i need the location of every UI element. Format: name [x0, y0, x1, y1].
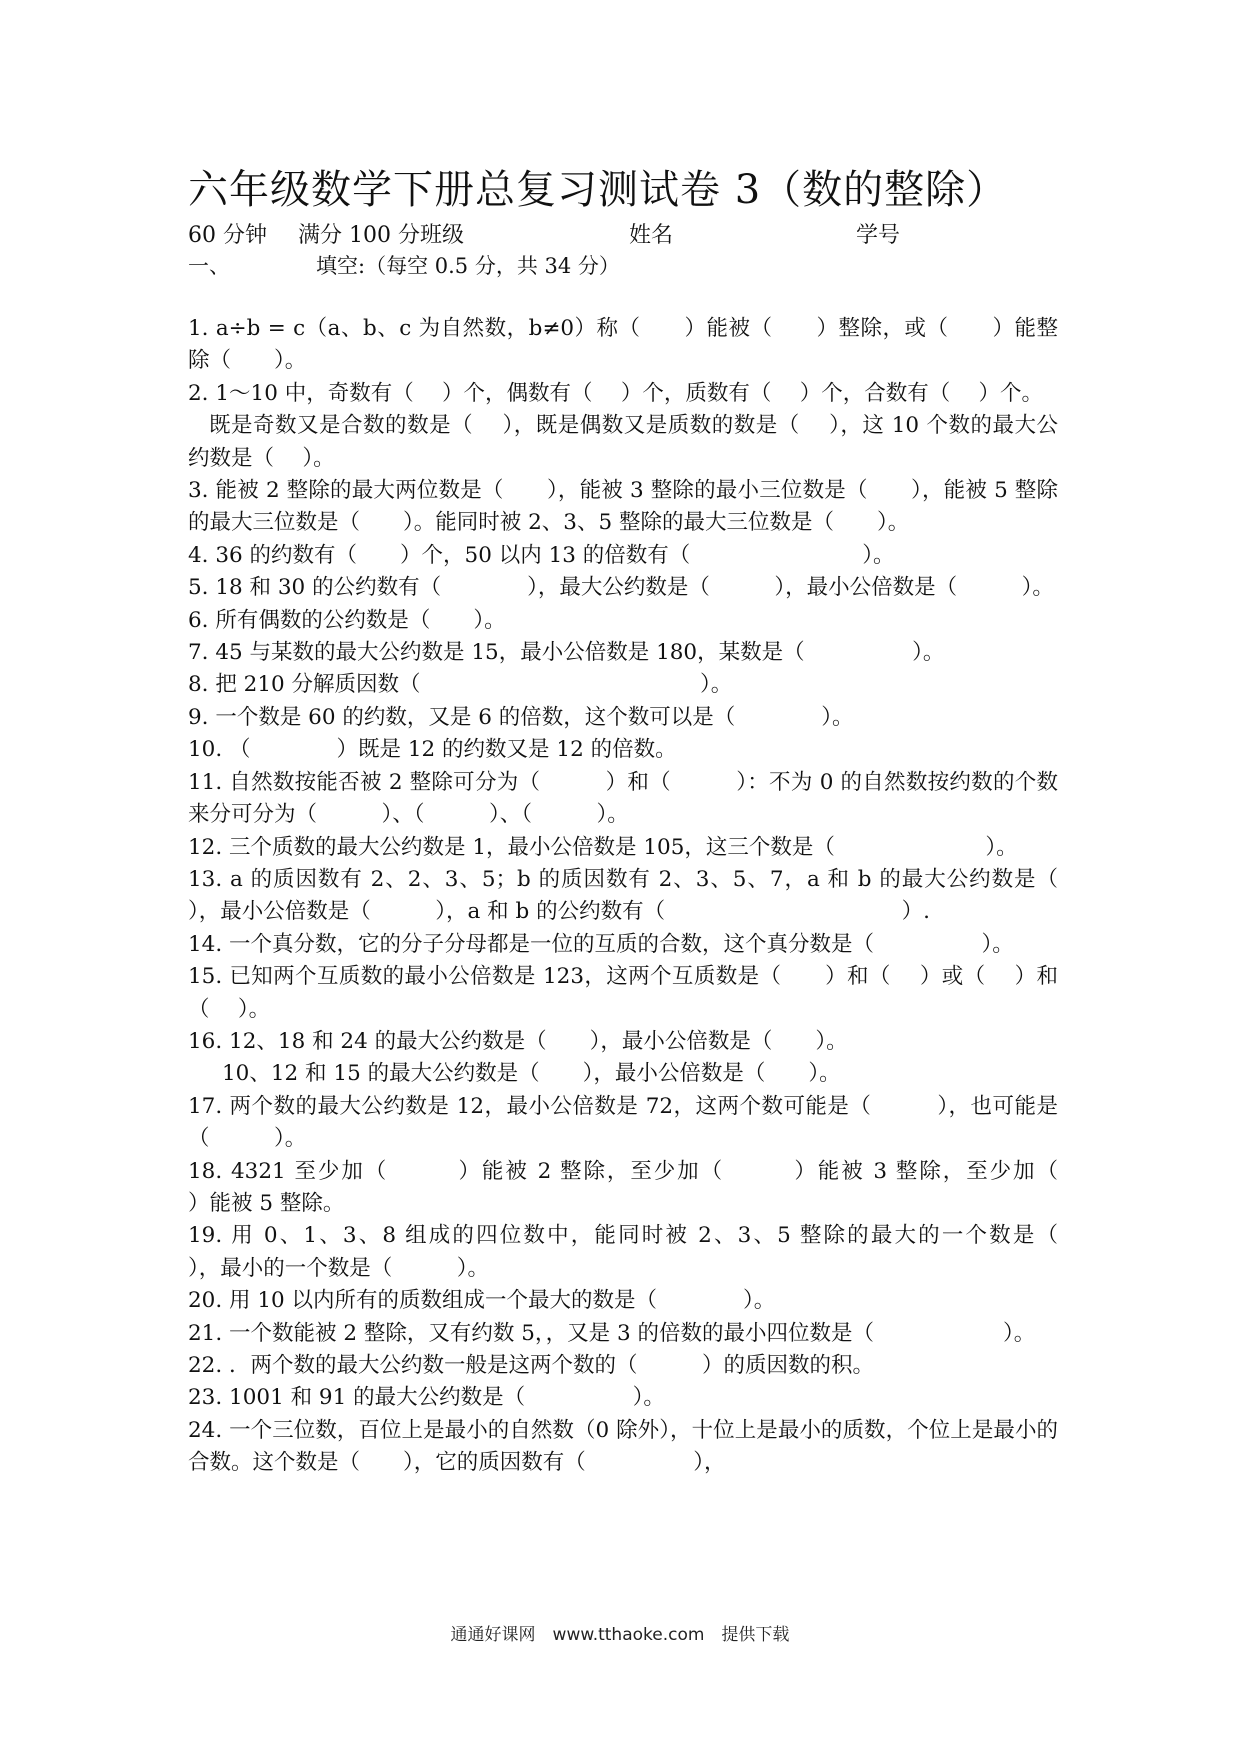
- question-16: 16. 12、18 和 24 的最大公约数是（ ），最小公倍数是（ ）。: [188, 1028, 848, 1054]
- score-class-label: 满分 100 分班级: [298, 223, 464, 248]
- question-8: 8. 把 210 分解质因数（ ）。: [188, 672, 733, 698]
- question-12: 12. 三个质数的最大公约数是 1，最小公倍数是 105，这三个数是（ ）。: [188, 834, 1018, 860]
- question-15: 15. 已知两个互质数的最小公倍数是 123，这两个互质数是（ ）和（ ）或（ ）和（ ）。: [188, 964, 1058, 1022]
- question-18: 18. 4321 至少加（ ）能被 2 整除，至少加（ ）能被 3 整除，至少加（ ）能被 5 整除。: [188, 1158, 1123, 1216]
- section-heading: [188, 250, 620, 280]
- student-number-label: 学号: [856, 223, 901, 248]
- question-20: 20. 用 10 以内所有的质数组成一个最大的数是（ ）。: [188, 1288, 776, 1314]
- question-11: 11. 自然数按能否被 2 整除可分为（ ）和（ ）：不为 0 的自然数按约数的个数来分可分为（ ）、（ ）、（ ）。: [188, 769, 1058, 828]
- question-2-continued: 既是奇数又是合数的数是（ ），既是偶数又是质数的数是（ ），这 10 个数的最大公约数是（ ）。: [188, 413, 1058, 471]
- question-22: 22. ．两个数的最大公约数一般是这两个数的（ ）的质因数的积。: [188, 1353, 875, 1378]
- question-23: 23. 1001 和 91 的最大公约数是（ ）。: [188, 1385, 665, 1411]
- name-label: 姓名: [629, 223, 674, 248]
- question-4: 4. 36 的约数有（ ）个，50 以内 13 的倍数有（ ）。: [188, 542, 895, 568]
- question-21: 21. 一个数能被 2 整除，又有约数 5，，又是 3 的倍数的最小四位数是（ ）。: [188, 1320, 1036, 1346]
- question-9: 9. 一个数是 60 的约数，又是 6 的倍数，这个数可以是（ ）。: [188, 704, 854, 730]
- question-13: 13. a 的质因数有 2、2、3、5；b 的质因数有 2、3、5、7，a 和 b 的最大公约数是（ ），最小公倍数是（ ），a 和 b 的公约数有（ ）.: [188, 866, 1123, 925]
- question-list: [188, 313, 1123, 1480]
- question-14: 14. 一个真分数，它的分子分母都是一位的互质的合数，这个真分数是（ ）。: [188, 931, 1014, 957]
- question-5: 5. 18 和 30 的公约数有（ ），最大公约数是（ ），最小公倍数是（ ）。: [188, 575, 1054, 601]
- question-24: 24. 一个三位数，百位上是最小的自然数（0 除外），十位上是最小的质数，个位上是最小的合数。这个数是（ ），它的质因数有（ ），: [188, 1417, 1058, 1476]
- download-footer: 通通好课网 www.tthaoke.com 提供下载: [450, 1625, 790, 1645]
- question-6: 6. 所有偶数的公约数是（ ）。: [188, 607, 506, 633]
- exam-time: 60 分钟: [188, 223, 267, 248]
- question-19: 19. 用 0、1、3、8 组成的四位数中，能同时被 2、3、5 整除的最大的一个数是（ ），最小的一个数是（ ）。: [188, 1223, 1123, 1281]
- question-7: 7. 45 与某数的最大公约数是 15，最小公倍数是 180，某数是（ ）。: [188, 640, 945, 666]
- question-2: 2. 1～10 中，奇数有（ ）个，偶数有（ ）个，质数有（ ）个，合数有（ ）个。: [188, 380, 1044, 406]
- question-10: 10. （ ）既是 12 的约数又是 12 的倍数。: [188, 737, 677, 763]
- section-label: 填空:（每空 0.5 分，共 34 分）: [316, 254, 620, 278]
- section-number: 一、: [188, 254, 230, 278]
- question-16-continued: 10、12 和 15 的最大公约数是（ ），最小公倍数是（ ）。: [222, 1061, 841, 1087]
- question-1: 1. a÷b = c（a、b、c 为自然数，b≠0）称（ ）能被（ ）整除，或（ ）能整除（ ）。: [188, 316, 1058, 374]
- page-title: 六年级数学下册总复习测试卷 3（数的整除）: [188, 167, 1008, 213]
- question-17: 17. 两个数的最大公约数是 12，最小公倍数是 72，这两个数可能是（ ），也可能是（ ）。: [188, 1093, 1058, 1152]
- question-3: 3. 能被 2 整除的最大两位数是（ ），能被 3 整除的最小三位数是（ ），能被 5 整除的最大三位数是（ ）。能同时被 2、3、5 整除的最大三位数是（ ）。: [188, 478, 1058, 536]
